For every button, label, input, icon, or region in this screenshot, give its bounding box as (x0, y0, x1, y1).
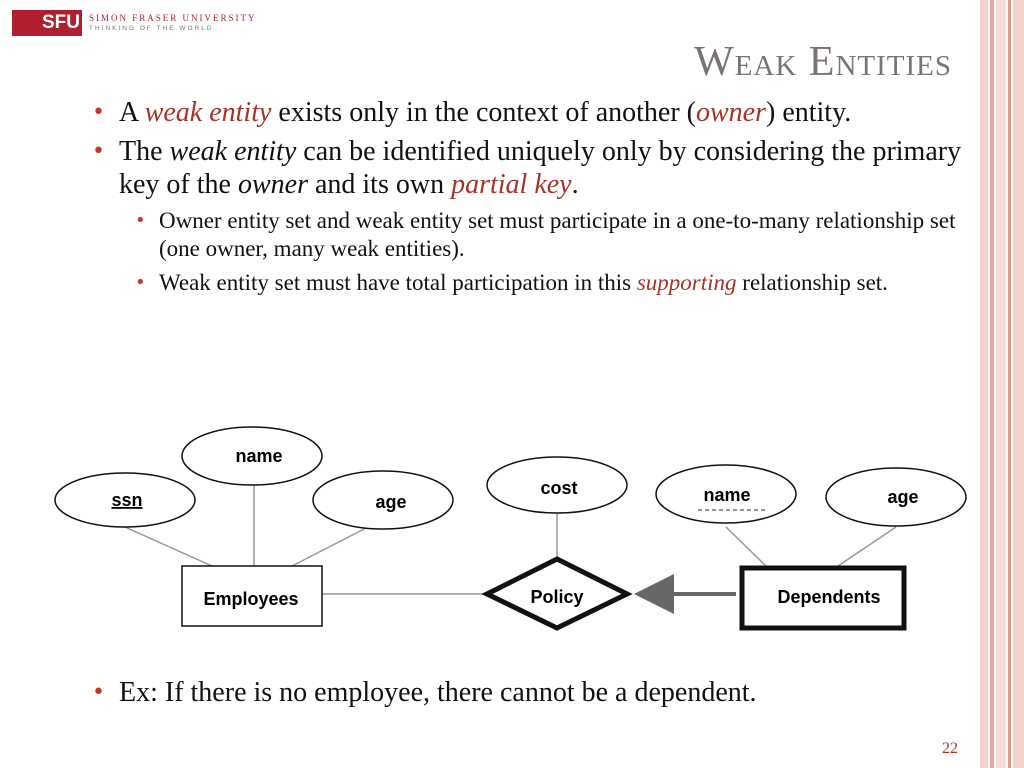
university-tagline: THINKING OF THE WORLD (89, 25, 214, 32)
bullet-emphasis: weak entity (144, 97, 272, 128)
bullet-text: The (119, 136, 170, 167)
attribute-cost-label: cost (540, 478, 578, 498)
bullet-item (92, 676, 992, 709)
connector-age (292, 527, 368, 566)
connector-ssn (125, 527, 212, 566)
bullet-emphasis: owner (696, 97, 766, 128)
bullet-emphasis: owner (237, 169, 308, 200)
entity-employees-label: Employees (203, 589, 299, 609)
bullet-icon: • (92, 680, 105, 705)
attribute-ssn-label: ssn (111, 490, 143, 510)
attribute-dep-name-label: name (703, 485, 751, 505)
bullet-text: can be identified uniquely only by considering the primary key of the (119, 136, 962, 200)
attribute-age-label: age (375, 492, 407, 512)
bullet-emphasis: weak entity (169, 136, 297, 167)
bullet-text: and its own (307, 169, 452, 200)
connector-dep-name (726, 527, 766, 566)
sub-bullet-emphasis: supporting (636, 270, 737, 295)
attribute-name-label: name (235, 446, 283, 466)
bullet-icon: • (92, 100, 105, 125)
university-name: SIMON FRASER UNIVERSITY (89, 13, 257, 23)
logo-mark: SFU (12, 10, 82, 36)
sub-bullet-text: Owner entity set and weak entity set must participate in a one-to-many relationship set (one owner, many weak entities). (159, 208, 956, 261)
bullet-icon: • (92, 139, 105, 164)
sub-bullet-text: Weak entity set must have total participation in this (159, 270, 637, 295)
sub-bullet-icon: • (135, 272, 146, 293)
connector-dep-age (838, 527, 896, 566)
slide-title: Weak Entities (694, 39, 952, 85)
relationship-policy-label: Policy (530, 587, 584, 607)
example-bullet-list (92, 676, 992, 715)
sub-bullet-text: relationship set. (736, 270, 888, 295)
sub-bullet-icon: • (135, 210, 146, 231)
bullet-emphasis: partial key (451, 169, 572, 200)
bullet-text: exists only in the context of another ( (271, 97, 696, 128)
example-text: Ex: If there is no employee, there cannot be a dependent. (119, 677, 757, 708)
bullet-text: A (119, 97, 145, 128)
attribute-dep-age-label: age (887, 487, 919, 507)
bullet-text: . (571, 169, 579, 200)
page-number: 22 (942, 740, 958, 757)
bullet-text: ) entity. (766, 97, 852, 128)
entity-dependents-label: Dependents (777, 587, 881, 607)
